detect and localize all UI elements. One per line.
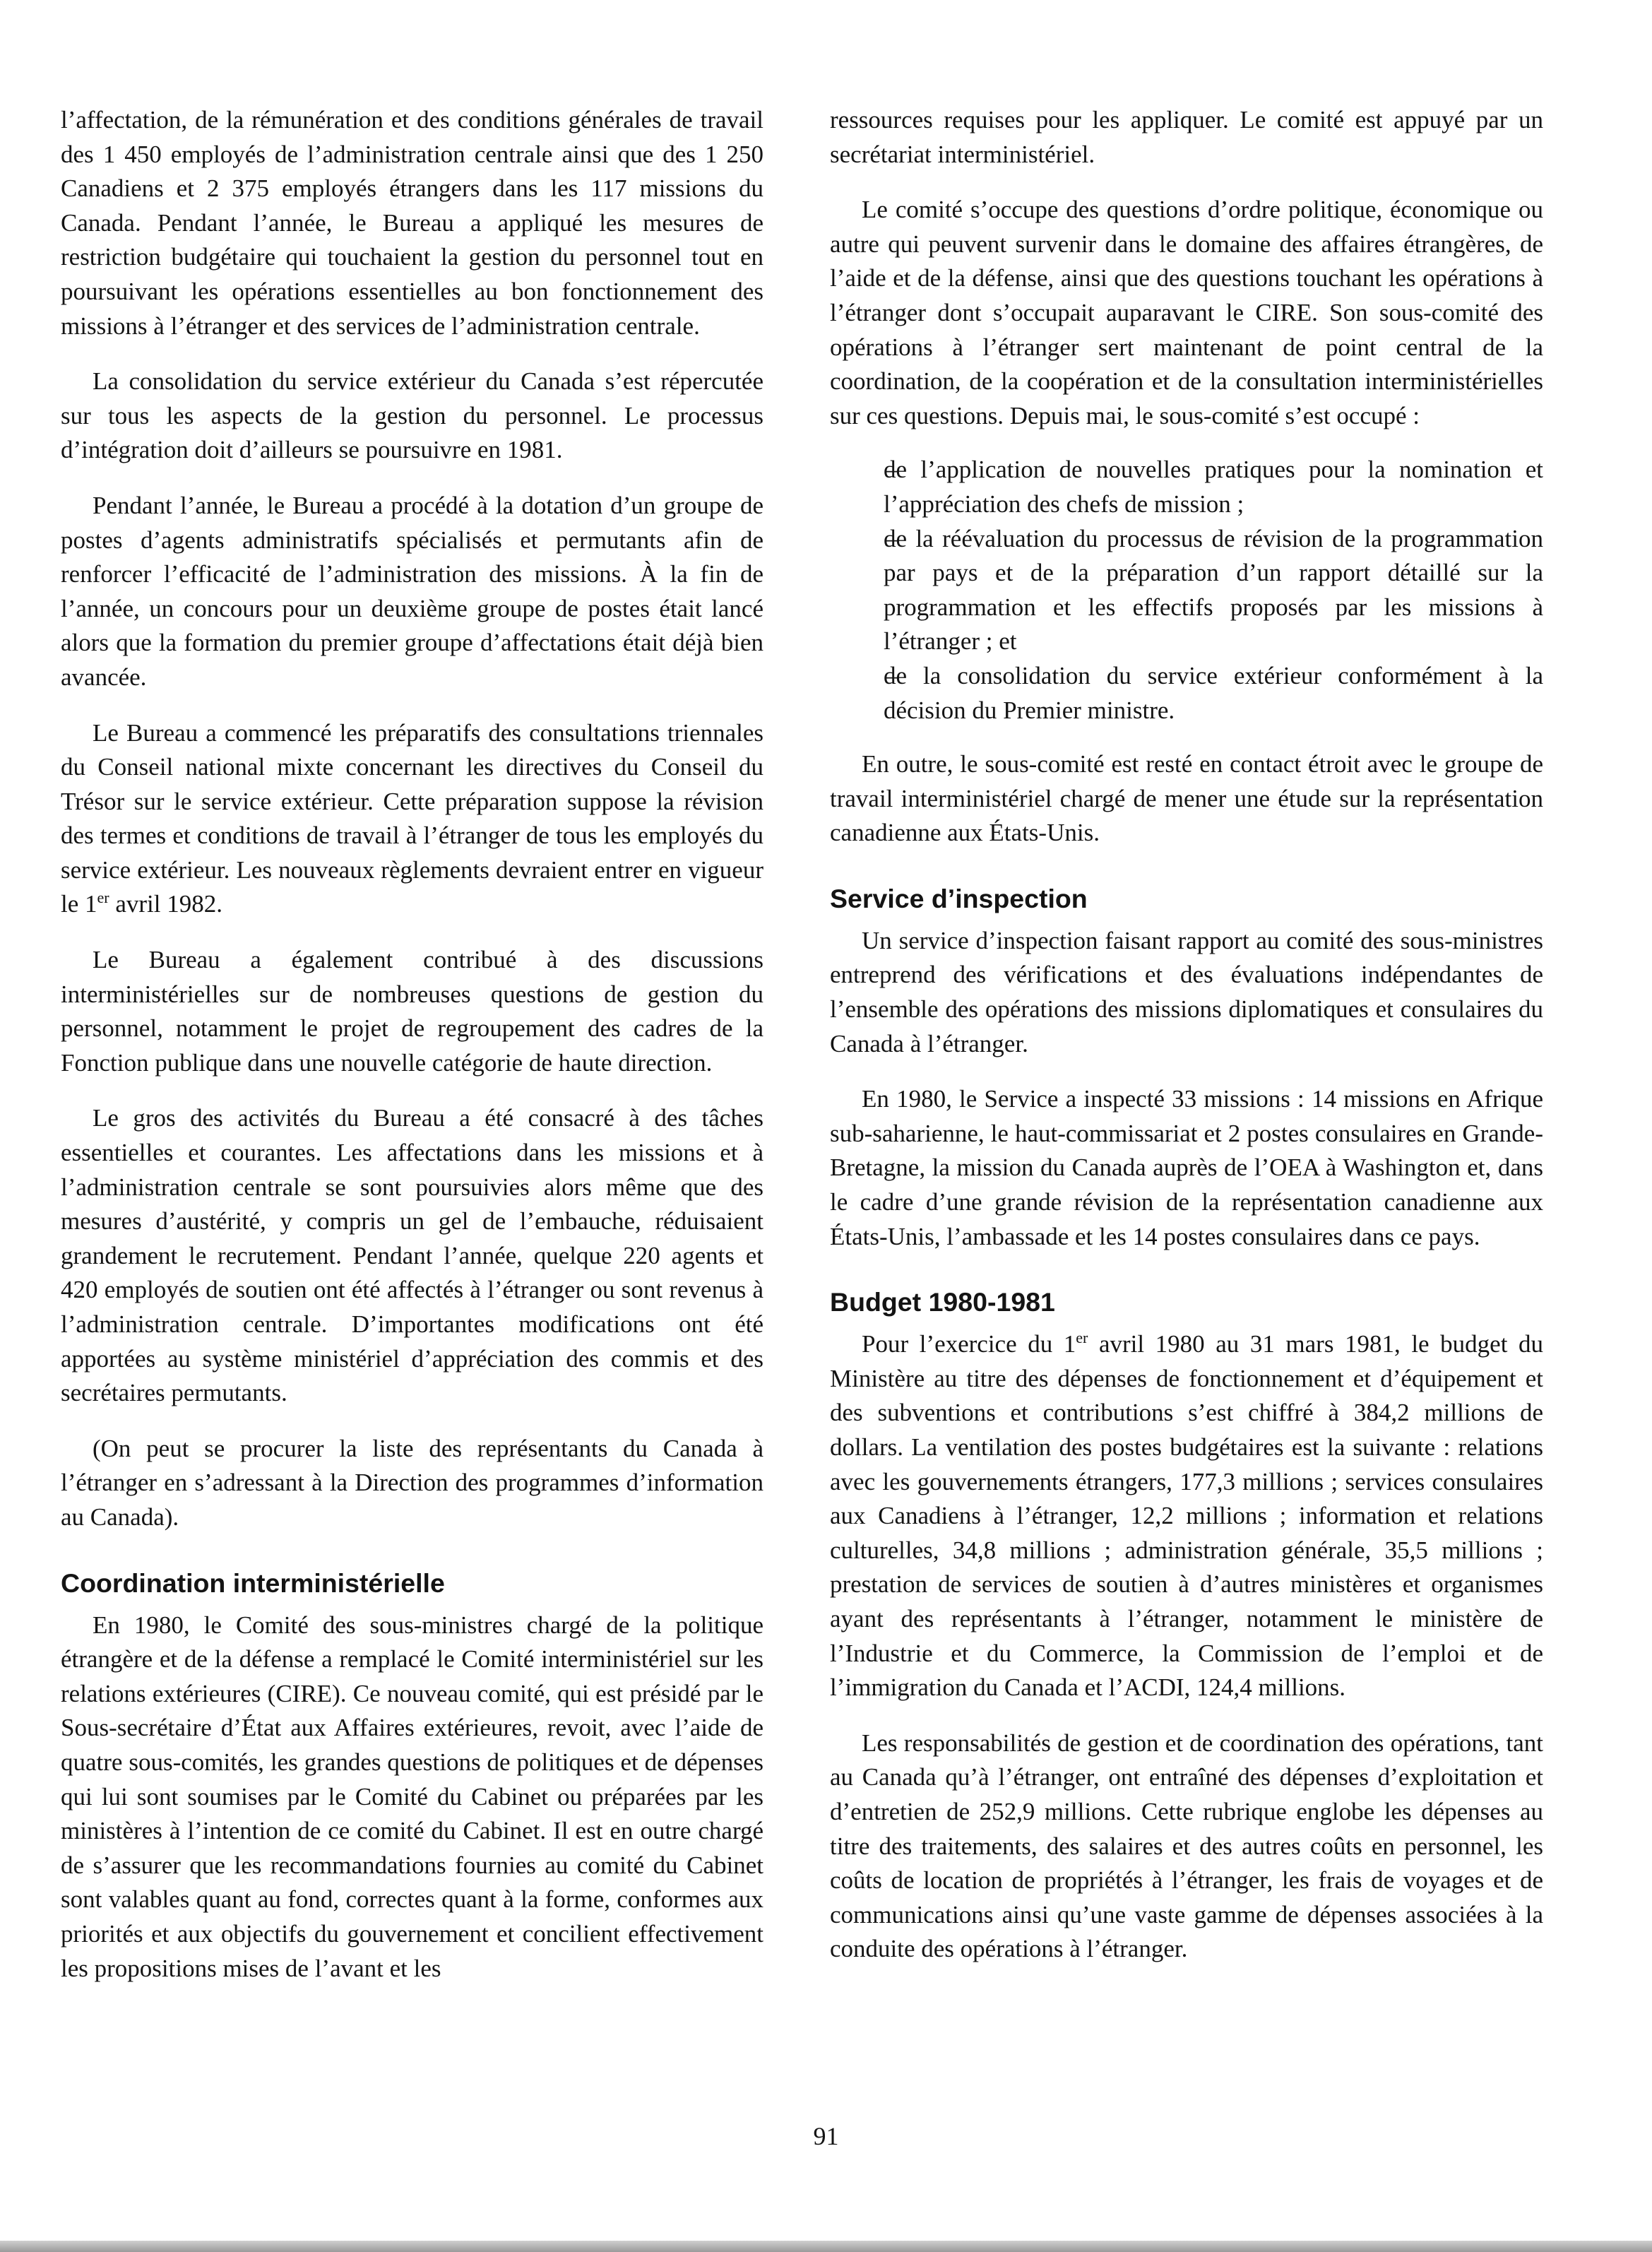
paragraph: La consolidation du service extérieur du Canada s’est répercutée sur tous les aspects de la gestion du personnel. Le processus d’intégration doit d’ailleurs se poursuivre en 1981. [61, 367, 763, 464]
paragraph: Le comité s’occupe des questions d’ordre politique, économique ou autre qui peuvent survenir dans le domaine des affaires étrangères, de l’aide et de la défense, ainsi que des questions touchant les opérations à l’étranger dont s’occupait auparavant le CIRE. Son sous-comité des opérations à l’étranger sert maintenant de point central de la coordination, de la coopération et de la consultation interministérielles sur ces questions. Depuis mai, le sous-comité s’est occupé : [830, 196, 1543, 429]
paragraph: Les responsabilités de gestion et de coordination des opérations, tant au Canada qu’à l’étranger, ont entraîné des dépenses d’exploitation et d’entretien de 252,9 millions. Cette rubrique englobe les dépenses au titre des traitements, des salaires et des autres coûts en personnel, les coûts de location de propriétés à l’étranger, les frais de voyages et de communications ainsi qu’une vaste gamme de dépenses associées à la conduite des opérations à l’étranger. [830, 1729, 1543, 1963]
paragraph [61, 716, 763, 923]
paragraph: En 1980, le Comité des sous-ministres chargé de la politique étrangère et de la défense a remplacé le Comité interministériel sur les relations extérieures (CIRE). Ce nouveau comité, qui est présidé par le Sous-secrétaire d’État aux Affaires extérieures, revoit, avec l’aide de quatre sous-comités, les grandes questions de politiques et de dépenses qui lui sont soumises par le Comité du Cabinet ou préparées par les ministères à l’intention de ce comité du Cabinet. Il est en outre chargé de s’assurer que les recommandations fournies au comité du Cabinet sont valables quant au fond, correctes quant à la forme, conformes aux priorités et aux objectifs du gouvernement et concilient effectivement les propositions mises de l’avant et les [61, 1611, 763, 1982]
paragraph-text: avril 1982. [109, 890, 222, 918]
dash-list [830, 453, 1543, 728]
section-heading-coordination: Coordination interministérielle [61, 1567, 445, 1598]
paragraph: l’affectation, de la rémunération et des conditions générales de travail des 1 450 employés de l’administration centrale ainsi que des 1 250 Canadiens et 2 375 employés étrangers dans les 117 missions du Canada. Pendant l’année, le Bureau a appliqué les mesures de restriction budgétaire qui touchaient la gestion du personnel tout en poursuivant les opérations essentielles au bon fonctionnement des missions à l’étranger et des services de l’administration centrale. [61, 106, 763, 340]
section-heading-inspection: Service d’inspection [830, 883, 1088, 913]
paragraph: Pendant l’année, le Bureau a procédé à la dotation d’un groupe de postes d’agents administratifs spécialisés et permutants afin de renforcer l’efficacité de l’administration des missions. À la fin de l’année, un concours pour un deuxième groupe de postes était lancé alors que la formation du premier groupe d’affectations était déjà bien avancée. [61, 491, 763, 691]
paragraph [830, 1327, 1543, 1705]
superscript: er [97, 889, 109, 907]
scan-edge [0, 2241, 1652, 2252]
paragraph: ressources requises pour les appliquer. Le comité est appuyé par un secrétariat interministériel. [830, 106, 1543, 168]
list-item: – de la réévaluation du processus de révision de la programmation par pays et de la préparation d’un rapport détaillé sur la programmation et les effectifs proposés par les missions à l’étranger ; et [830, 522, 1543, 659]
section-heading-budget: Budget 1980-1981 [830, 1287, 1055, 1317]
list-item: – de la consolidation du service extérieur conformément à la décision du Premier ministre. [830, 659, 1543, 728]
paragraph-text: avril 1980 au 31 mars 1981, le budget du Ministère au titre des dépenses de fonctionnement et d’équipement et des subventions et contributions s’est chiffré à 384,2 millions de dollars. La ventilation des postes budgétaires est la suivante : relations avec les gouvernements étrangers, 177,3 millions ; services consulaires aux Canadiens à l’étranger, 12,2 millions ; information et relations culturelles, 34,8 millions ; administration générale, 35,5 millions ; prestation de services de soutien à d’autres ministères et organismes ayant des représentants à l’étranger, notamment le ministère de l’Industrie et du Commerce, la Commission de l’emploi et de l’immigration du Canada et l’ACDI, 124,4 millions. [830, 1330, 1543, 1702]
paragraph-text: Le Bureau a commencé les préparatifs des consultations triennales du Conseil national mixte concernant les directives du Conseil du Trésor sur le service extérieur. Cette préparation suppose la révision des termes et conditions de travail à l’étranger de tous les employés du service extérieur. Les nouveaux règlements devraient entrer en vigueur le 1 [61, 718, 763, 918]
left-column [61, 103, 763, 2007]
paragraph-text: Pour l’exercice du 1 [862, 1330, 1076, 1358]
paragraph: En outre, le sous-comité est resté en contact étroit avec le groupe de travail interministériel chargé de mener une étude sur la représentation canadienne aux États-Unis. [830, 750, 1543, 847]
right-column [830, 103, 1543, 1988]
paragraph: Le gros des activités du Bureau a été consacré à des tâches essentielles et courantes. Les affectations dans les missions et à l’administration centrale se sont poursuivies alors même que des mesures d’austérité, y compris un gel de l’embauche, réduisaient grandement le recrutement. Pendant l’année, quelque 220 agents et 420 employés de soutien ont été affectés à l’étranger ou sont revenus à l’administration centrale. D’importantes modifications ont été apportées au système ministériel d’appréciation des commis et des secrétaires permutants. [61, 1104, 763, 1407]
page-number: 91 [813, 2122, 839, 2150]
paragraph: Un service d’inspection faisant rapport au comité des sous-ministres entreprend des vérifications et des évaluations indépendantes de l’ensemble des opérations des missions diplomatiques et consulaires du Canada à l’étranger. [830, 926, 1543, 1057]
superscript: er [1076, 1329, 1088, 1347]
list-item: – de l’application de nouvelles pratiques pour la nomination et l’appréciation des chefs de mission ; [830, 453, 1543, 521]
paragraph: En 1980, le Service a inspecté 33 missions : 14 missions en Afrique sub-saharienne, le haut-commissariat et 2 postes consulaires en Grande-Bretagne, la mission du Canada auprès de l’OEA à Washington et, dans le cadre d’une grande révision de la représentation canadienne aux États-Unis, l’ambassade et les 14 postes consulaires dans ce pays. [830, 1085, 1543, 1250]
paragraph: Le Bureau a également contribué à des discussions interministérielles sur de nombreuses questions de gestion du personnel, notamment le projet de regroupement des cadres de la Fonction publique dans une nouvelle catégorie de haute direction. [61, 946, 763, 1077]
paragraph: (On peut se procurer la liste des représentants du Canada à l’étranger en s’adressant à la Direction des programmes d’information au Canada). [61, 1434, 763, 1531]
